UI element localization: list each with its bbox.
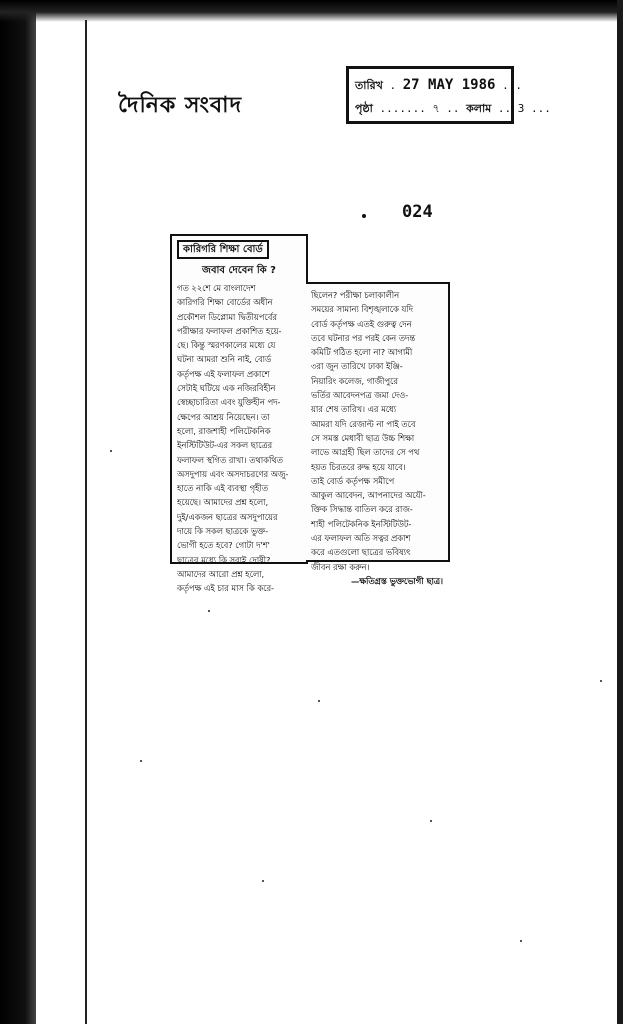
- article-text-line: ক্তিক সিদ্ধান্ত বাতিল করে রাজ-: [311, 504, 413, 515]
- article-text-line: অসদুপায় এবং অসদাচরণের অজু-: [177, 468, 289, 479]
- scan-speck: [430, 820, 432, 822]
- article-text-line: ফলাফল স্থগিত রাখা। তথাকথিত: [177, 454, 283, 465]
- article-text-line: ভোগী হতে হবে? গোটা দ'শ': [177, 540, 270, 551]
- article-text-line: তাই বোর্ড কর্তৃপক্ষ সমীপে: [311, 475, 395, 486]
- article-text-line: ৩রা জুন তারিখে ঢাকা ইঞ্জি-: [311, 361, 403, 372]
- article-text-line: ইনস্টিটিউট-এর সকল ছাত্রের: [177, 440, 273, 451]
- article-left-column: [177, 281, 301, 596]
- scan-right-shadow: [617, 0, 623, 1024]
- article-text-line: দায়ে কি সকল ছাত্রকে ভুক্ত-: [177, 526, 269, 537]
- article-text-line: ক্ষেপের আশ্রয় নিয়েছেন। তা: [177, 411, 270, 422]
- article-headline: কারিগরি শিক্ষা বোর্ড: [177, 240, 269, 259]
- stamp-date-value: 27 MAY 1986: [402, 77, 496, 93]
- article-signoff: —ক্ষতিগ্রস্ত ভুক্তভোগী ছাত্র।: [350, 575, 443, 586]
- article-text-line: ভর্তির আবেদনপত্র জমা দেও-: [311, 390, 409, 401]
- scan-top-shadow: [0, 0, 623, 22]
- article-text-line: ছে। কিন্তু স্মরণকালের মধ্যে যে: [177, 340, 276, 351]
- scan-speck: [520, 940, 522, 942]
- article-text-line: দুই/একজন ছাত্রের অসদুপায়ের: [177, 511, 278, 522]
- date-stamp: [346, 66, 551, 124]
- article-subheadline: জবাব দেবেন কি ?: [202, 265, 276, 276]
- article-text-line: করে এতগুলো ছাত্রের ভবিষ্যৎ: [311, 547, 411, 558]
- stamp-page-label: পৃষ্ঠা: [355, 102, 373, 115]
- article-clipping-right: [306, 282, 450, 586]
- article-text-line: লাভে আগ্রহী ছিল তাদের সে পথ: [311, 447, 420, 458]
- article-text-line: কমিটি গঠিত হলো না? আগামী: [311, 347, 413, 358]
- article-clipping-left: [170, 234, 308, 594]
- article-text-line: আমাদের আরো প্রশ্ন হলো,: [177, 568, 265, 579]
- article-text-line: কারিগরি শিক্ষা বোর্ডের অধীন: [177, 297, 273, 308]
- scan-speck: [208, 610, 210, 612]
- article-text-line: গত ২২শে মে বাংলাদেশ: [177, 283, 256, 293]
- article-text-line: হলো, রাজশাহী পলিটেকনিক: [177, 425, 271, 436]
- archive-page-number: 024: [402, 202, 433, 222]
- ink-dot: [362, 214, 366, 218]
- stamp-column-label: কলাম: [466, 102, 492, 115]
- article-text-line: হাতে নাকি এই ব্যবস্থা গৃহীত: [177, 483, 268, 494]
- article-text-line: জীবন রক্ষা করুন।: [311, 561, 370, 572]
- article-text-line: স্বেচ্ছাচারিতা এবং যুক্তিহীন পদ-: [177, 397, 281, 408]
- stamp-date-label: তারিখ: [355, 79, 383, 92]
- article-text-line: তবে ঘটনার পর পরই কেন তদন্ত: [311, 332, 416, 343]
- article-text-line: হয়েছে। আমাদের প্রশ্ন হলো,: [177, 497, 269, 508]
- scan-speck: [318, 700, 320, 702]
- article-text-line: বোর্ড কর্তৃপক্ষ এতই গুরুত্ব দেন: [311, 318, 412, 329]
- stamp-date-row: তারিখ . 27 MAY 1986 ...: [355, 77, 522, 93]
- article-text-line: ছাত্রের মধ্যে কি সবাই দোষী?: [177, 554, 271, 565]
- article-text-line: কর্তৃপক্ষ এই ফলাফল প্রকাশে: [177, 368, 270, 379]
- page-margin-line: [85, 20, 87, 1024]
- article-right-column: [311, 288, 443, 574]
- article-text-line: সে সমস্ত মেধাবী ছাত্র উচ্চ শিক্ষা: [311, 432, 415, 443]
- article-text-line: ঘটনা আমরা শুনি নাই, বোর্ড: [177, 354, 272, 365]
- stamp-page-value: ৭: [432, 102, 440, 115]
- scan-speck: [600, 680, 602, 682]
- newspaper-name: দৈনিক সংবাদ: [118, 92, 243, 118]
- scan-speck: [262, 880, 264, 882]
- scan-speck: [110, 450, 112, 452]
- article-text-line: পরীক্ষার ফলাফল প্রকাশিত হয়ে-: [177, 325, 282, 336]
- article-text-line: হয়ত চিরতরে রুদ্ধ হয়ে যাবে।: [311, 461, 406, 472]
- stamp-column-value: 3: [517, 102, 525, 115]
- article-text-line: এর ফলাফল অতি সত্বর প্রকাশ: [311, 533, 411, 544]
- article-text-line: য়ার শেষ তারিখ। এর মধ্যে: [311, 404, 397, 415]
- article-text-line: প্রকৌশল ডিপ্লোমা দ্বিতীয়পর্বের: [177, 311, 277, 322]
- article-text-line: শাহী পলিটেকনিক ইনস্টিটিউট-: [311, 518, 412, 529]
- article-text-line: সেটাই ঘটিয়ে এক নজিরবিহীন: [177, 383, 276, 394]
- stamp-page-row: পৃষ্ঠা ....... ৭ .. কলাম .. 3 ...: [355, 102, 551, 115]
- article-text-line: কর্তৃপক্ষ এই চার মাস কি করে-: [177, 583, 275, 594]
- article-text-line: নিয়ারিং কলেজ, গাজীপুরে: [311, 375, 398, 386]
- article-text-line: ছিলেন? পরীক্ষা চলাকালীন: [311, 290, 400, 300]
- article-text-line: আমরা যদি রেজাল্ট না পাই তবে: [311, 418, 416, 429]
- article-text-line: আকুল আবেদন, আপনাদের অযৌ-: [311, 490, 426, 501]
- scan-left-shadow: [0, 0, 36, 1024]
- article-text-line: সময়ের সামান্য বিশৃঙ্খলাকে যদি: [311, 304, 413, 315]
- scan-speck: [140, 760, 142, 762]
